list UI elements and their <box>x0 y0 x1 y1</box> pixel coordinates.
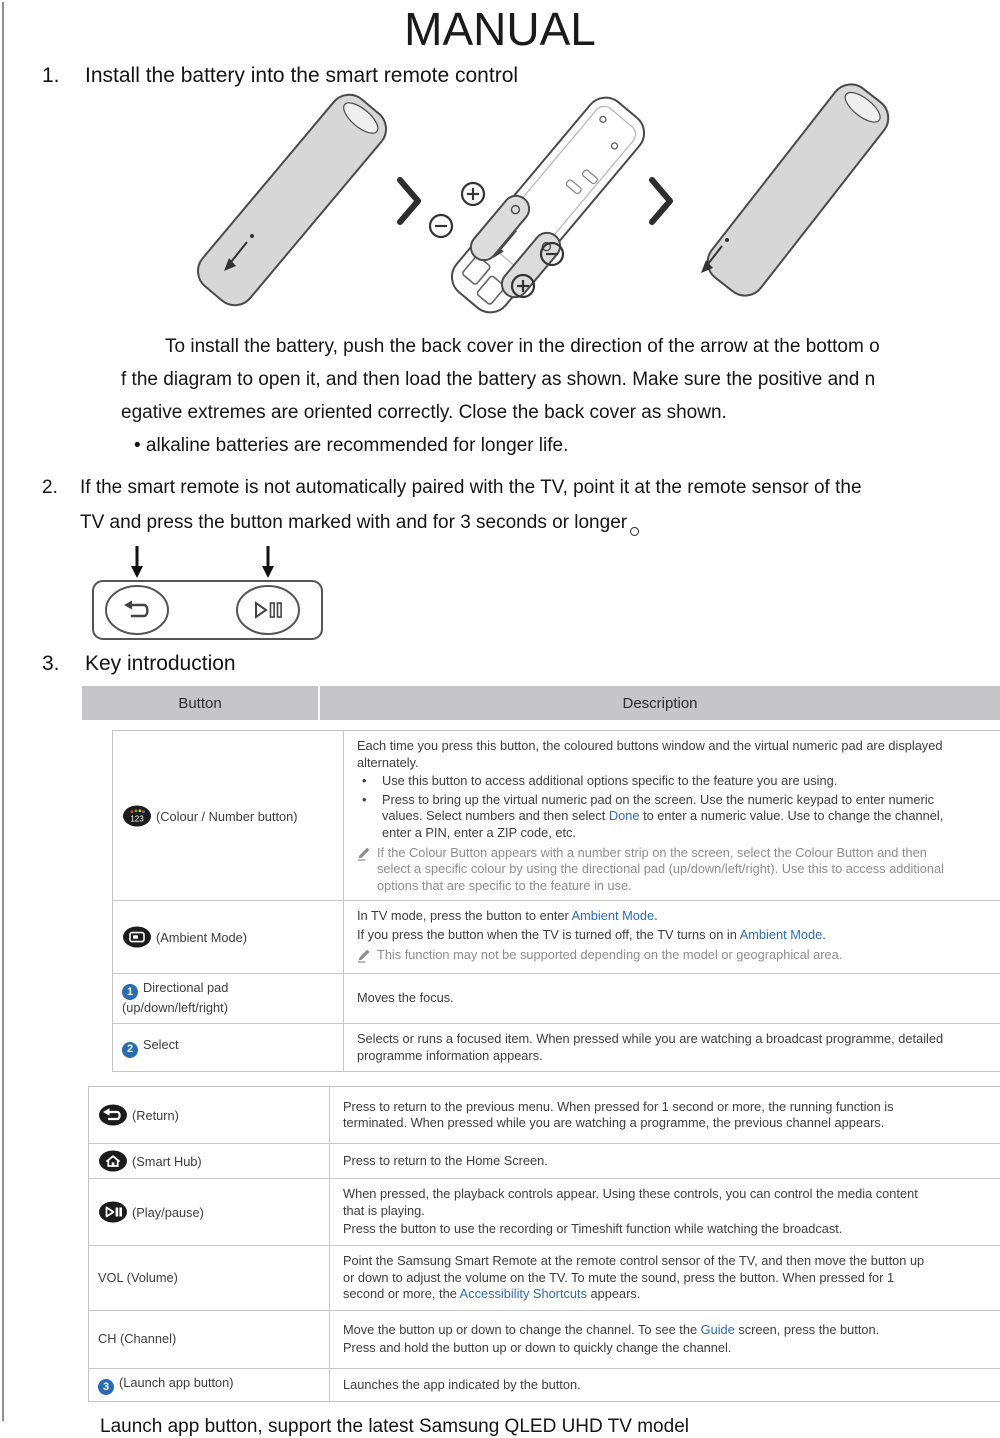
note-line: This function may not be supported depending on the model or geographical area. <box>357 947 945 968</box>
button-cell <box>113 901 344 973</box>
description-cell <box>330 1246 1000 1310</box>
footer-note: Launch app button, support the latest Samsung QLED UHD TV model <box>100 1416 689 1438</box>
down-arrow-icon <box>131 546 143 578</box>
page-title: MANUAL <box>404 3 596 55</box>
return-icon <box>98 1104 128 1126</box>
step2-paragraph <box>0 470 1000 540</box>
button-label: (Launch app button) <box>119 1374 234 1390</box>
key-table-2 <box>88 1086 1000 1402</box>
button-cell <box>113 1024 344 1071</box>
button-label: VOL (Volume) <box>98 1269 178 1285</box>
instruction-line: egative extremes are oriented correctly. Close the back cover as shown. <box>121 402 727 423</box>
description-text: Press to return to the previous menu. When pressed for 1 second or more, the running function is terminated. When pressed while you are watching a programme, the previous channel appears. <box>343 1098 894 1131</box>
button-cell <box>113 974 344 1023</box>
ambient-mode-link[interactable]: Ambient Mode <box>739 926 823 942</box>
circled-1-icon: 1 <box>122 984 138 1000</box>
description-text: Each time you press this button, the coloured buttons window and the virtual numeric pad are displayed alternately. <box>357 738 943 770</box>
step3-heading <box>0 652 1000 676</box>
table-row <box>89 1369 1000 1401</box>
description-bullet: • Use this button to access additional options specific to the feature you are using. <box>362 773 838 789</box>
description-cell <box>330 1087 1000 1143</box>
arrow-right-icon <box>652 180 670 222</box>
key-table-1 <box>112 730 1000 1072</box>
closed-remote-icon <box>700 76 897 303</box>
table-row <box>113 974 1000 1024</box>
description-text: Moves the focus. <box>357 990 454 1006</box>
table-row <box>113 731 1000 901</box>
description-text: Point the Samsung Smart Remote at the remote control sensor of the TV, and then move the button up or down to adjust the volume on the TV. To mute the sound, press the button. When pressed for 1 second or more, the Accessibility Shortcuts appears. <box>343 1252 925 1302</box>
button-cell <box>113 731 344 900</box>
description-cell <box>344 1024 1000 1071</box>
note-line: If the Colour Button appears with a number strip on the screen, select the Colour Button and then select a specific colour by using the directional pad (up/down/left/right). Use this to access additional options that are specific to the feature in use. <box>357 845 945 895</box>
description-cell <box>344 974 1000 1023</box>
description-bullet: • Press to bring up the virtual numeric pad on the screen. Use the numeric keypad to enter numeric values. Select numbers and then select Done to enter a numeric value. Use to change the channel, enter a PIN, enter a ZIP code, etc. <box>362 791 944 840</box>
button-label: (Colour / Number button) <box>156 808 298 824</box>
button-label: (Ambient Mode) <box>156 930 248 946</box>
button-label: Directional pad (up/down/left/right) <box>122 980 229 1016</box>
step3-heading-text: Key introduction <box>85 652 236 675</box>
description-cell <box>330 1144 1000 1178</box>
done-link[interactable]: Done <box>608 808 640 824</box>
accessibility-shortcuts-link[interactable]: Accessibility Shortcuts <box>459 1286 587 1302</box>
play-pause-icon <box>98 1201 128 1223</box>
description-cell <box>330 1179 1000 1245</box>
instruction-line: f the diagram to open it, and then load the battery as shown. Make sure the positive and n <box>121 369 876 390</box>
note-pencil-icon <box>357 846 371 861</box>
closed-remote-icon <box>190 87 394 314</box>
table-row <box>89 1246 1000 1311</box>
instruction-bullet: • alkaline batteries are recommended for longer life. <box>134 435 569 456</box>
ambient-mode-link[interactable]: Ambient Mode <box>571 908 655 924</box>
button-cell <box>89 1246 330 1310</box>
plus-polarity-icon <box>462 183 484 205</box>
button-label: (Play/pause) <box>132 1205 204 1221</box>
table-row <box>113 1024 1000 1071</box>
guide-link[interactable]: Guide <box>700 1321 735 1337</box>
table-row <box>89 1179 1000 1246</box>
table-row <box>89 1311 1000 1369</box>
circled-2-icon: 2 <box>122 1042 138 1058</box>
table-row <box>89 1087 1000 1144</box>
battery-install-illustration <box>0 90 1000 318</box>
description-cell <box>344 901 1000 973</box>
battery-instructions <box>0 330 1000 462</box>
smart-hub-home-icon <box>98 1150 128 1172</box>
description-text: Move the button up or down to change the channel. To see the Guide screen, press the button. <box>343 1321 880 1337</box>
button-label: (Return) <box>132 1108 179 1124</box>
button-label: (Smart Hub) <box>132 1154 202 1170</box>
pairing-buttons-illustration <box>90 544 340 644</box>
down-arrow-icon <box>262 546 274 578</box>
key-table-header <box>82 686 1000 720</box>
step2-number: 2. <box>42 477 58 498</box>
description-text: Press and hold the button up or down to quickly change the channel. <box>343 1340 732 1356</box>
button-cell <box>89 1144 330 1178</box>
description-text: Press to return to the Home Screen. <box>343 1152 548 1168</box>
manual-page <box>0 2 1000 1438</box>
circled-3-icon: 3 <box>98 1379 114 1395</box>
description-cell <box>330 1369 1000 1401</box>
step3-number: 3. <box>42 652 60 675</box>
button-label: Select <box>143 1037 179 1053</box>
step2-line2: TV and press the button marked with and for 3 seconds or longer <box>80 505 1000 540</box>
button-label: CH (Channel) <box>98 1330 177 1346</box>
note-pencil-icon <box>357 948 371 963</box>
step2-line1: If the smart remote is not automatically paired with the TV, point it at the remote sensor of the <box>80 477 862 498</box>
instruction-line: To install the battery, push the back cover in the direction of the arrow at the bottom o <box>165 336 880 357</box>
description-text: If you press the button when the TV is turned off, the TV turns on in Ambient Mode. <box>357 926 826 942</box>
ambient-mode-icon <box>122 926 152 948</box>
description-text: Launches the app indicated by the button. <box>343 1376 581 1392</box>
button-cell <box>89 1369 330 1401</box>
column-header-button: Button <box>82 686 320 720</box>
step1-heading-text: Install the battery into the smart remote control <box>85 64 519 87</box>
button-cell <box>89 1311 330 1368</box>
page-left-edge-line <box>2 2 4 1421</box>
minus-polarity-icon <box>430 215 452 237</box>
description-text: When pressed, the playback controls appear. Using these controls, you can control the media content that is playing. <box>343 1186 918 1218</box>
button-cell <box>89 1087 330 1143</box>
description-text: Press the button to use the recording or Timeshift function while watching the broadcast. <box>343 1221 843 1237</box>
svg-text:123: 123 <box>130 814 144 824</box>
description-text: In TV mode, press the button to enter Ambient Mode. <box>357 908 658 924</box>
table-row <box>113 901 1000 974</box>
colour-number-123-icon <box>122 805 152 827</box>
description-text: Selects or runs a focused item. When pressed while you are watching a broadcast programme, detailed programme information appears. <box>357 1031 944 1063</box>
description-cell <box>330 1311 1000 1368</box>
remote-face-outline <box>93 581 322 639</box>
table-row <box>89 1144 1000 1179</box>
arrow-right-icon <box>400 180 418 222</box>
description-cell <box>344 731 1000 900</box>
button-cell <box>89 1179 330 1245</box>
step1-number: 1. <box>42 64 60 87</box>
column-header-description: Description <box>622 694 698 712</box>
ideographic-period <box>630 527 639 536</box>
